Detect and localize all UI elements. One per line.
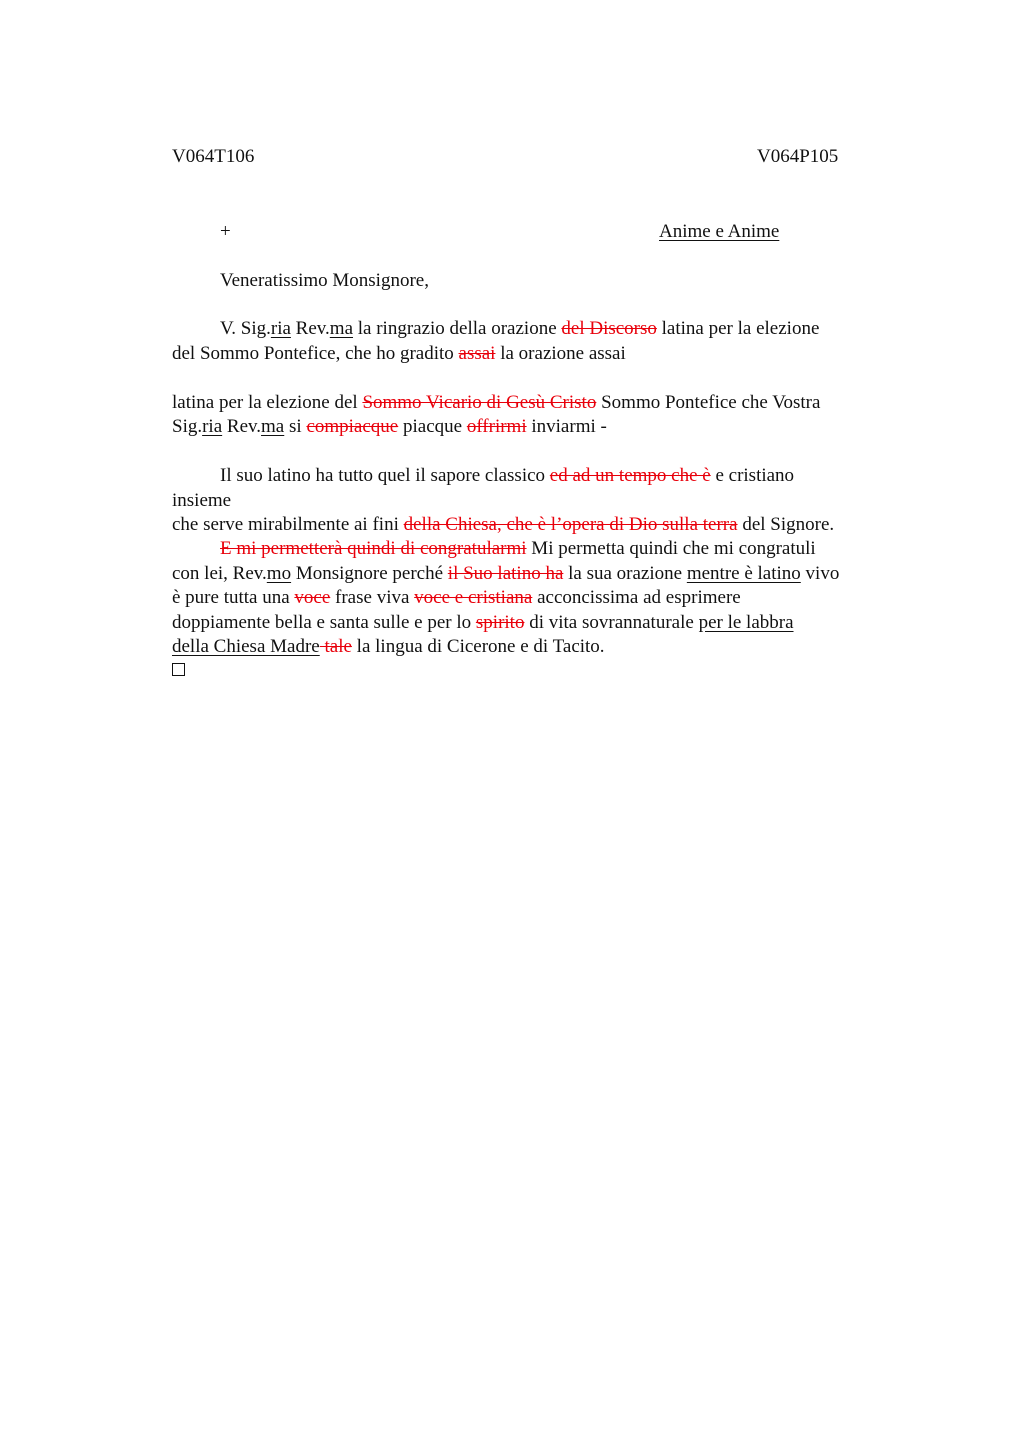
deleted-text: E mi permetterà quindi di congratularmi: [220, 538, 527, 559]
deleted-text: tale: [319, 636, 352, 657]
text-segment: Rev.: [222, 416, 262, 437]
document-title: Anime e Anime: [659, 221, 780, 242]
text-segment: Rev.: [290, 318, 330, 339]
text-line: [172, 489, 231, 513]
text-segment: piacque: [398, 416, 467, 437]
underlined-text: ma: [329, 318, 354, 339]
underlined-text: ma: [261, 416, 285, 437]
deleted-text: ed ad un tempo che è: [549, 465, 711, 486]
text-segment: Sig.: [172, 416, 203, 437]
text-segment: insieme: [172, 490, 232, 511]
text-segment: di vita sovrannaturale: [524, 612, 699, 633]
underlined-text: della Chiesa Madre: [172, 636, 320, 657]
deleted-text: voce: [294, 587, 331, 608]
deleted-text: della Chiesa, che è l’opera di Dio sulla terra: [403, 514, 738, 535]
underlined-text: per le labbra: [698, 612, 794, 633]
text-line: [172, 513, 834, 537]
text-line: [220, 537, 816, 561]
text-line: [220, 464, 794, 488]
text-line: [172, 415, 607, 439]
text-segment: latina per la elezione: [656, 318, 820, 339]
text-segment: con lei, Rev.: [172, 563, 267, 584]
deleted-text: del Discorso: [561, 318, 657, 339]
text-line: [172, 611, 794, 635]
text-segment: la lingua di Cicerone e di Tacito.: [351, 636, 605, 657]
text-segment: è pure tutta una: [172, 587, 295, 608]
text-segment: doppiamente bella e santa sulle e per lo: [172, 612, 476, 633]
text-segment: vivo: [800, 563, 840, 584]
text-segment: Monsignore perché: [291, 563, 448, 584]
deleted-text: compiacque: [306, 416, 399, 437]
text-segment: la ringrazio della orazione: [353, 318, 562, 339]
deleted-text: voce e cristiana: [414, 587, 533, 608]
salutation: Veneratissimo Monsignore,: [220, 270, 429, 291]
text-segment: Sommo Pontefice che Vostra: [596, 392, 821, 413]
text-segment: frase viva: [330, 587, 415, 608]
text-segment: inviarmi -: [526, 416, 607, 437]
checkbox-square-icon: [172, 663, 185, 676]
underlined-text: ria: [202, 416, 223, 437]
text-segment: la orazione assai: [495, 343, 626, 364]
text-line: [172, 586, 741, 610]
deleted-text: offrirmi: [466, 416, 527, 437]
text-line: [172, 391, 820, 415]
underlined-text: ria: [270, 318, 291, 339]
deleted-text: assai: [458, 343, 496, 364]
text-segment: che serve mirabilmente ai fini: [172, 514, 404, 535]
text-line: [172, 342, 626, 366]
deleted-text: spirito: [475, 612, 525, 633]
text-segment: acconcissima ad esprimere: [532, 587, 741, 608]
text-segment: del Signore.: [737, 514, 835, 535]
text-segment: Mi permetta quindi che mi congratuli: [526, 538, 816, 559]
text-segment: latina per la elezione del: [172, 392, 363, 413]
text-segment: V. Sig.: [220, 318, 271, 339]
header-right-code: V064P105: [757, 146, 839, 167]
text-line: [220, 317, 819, 341]
text-segment: si: [284, 416, 307, 437]
text-line: [172, 635, 605, 659]
text-segment: la sua orazione: [563, 563, 687, 584]
underlined-text: mentre è latino: [686, 563, 801, 584]
deleted-text: il Suo latino ha: [447, 563, 564, 584]
text-segment: del Sommo Pontefice, che ho gradito: [172, 343, 459, 364]
deleted-text: Sommo Vicario di Gesù Cristo: [362, 392, 597, 413]
header-left-code: V064T106: [172, 146, 255, 167]
underlined-text: mo: [266, 563, 292, 584]
text-segment: e cristiano: [710, 465, 795, 486]
text-line: [172, 562, 839, 586]
text-segment: Il suo latino ha tutto quel il sapore classico: [220, 465, 550, 486]
cross-symbol: +: [220, 221, 231, 242]
